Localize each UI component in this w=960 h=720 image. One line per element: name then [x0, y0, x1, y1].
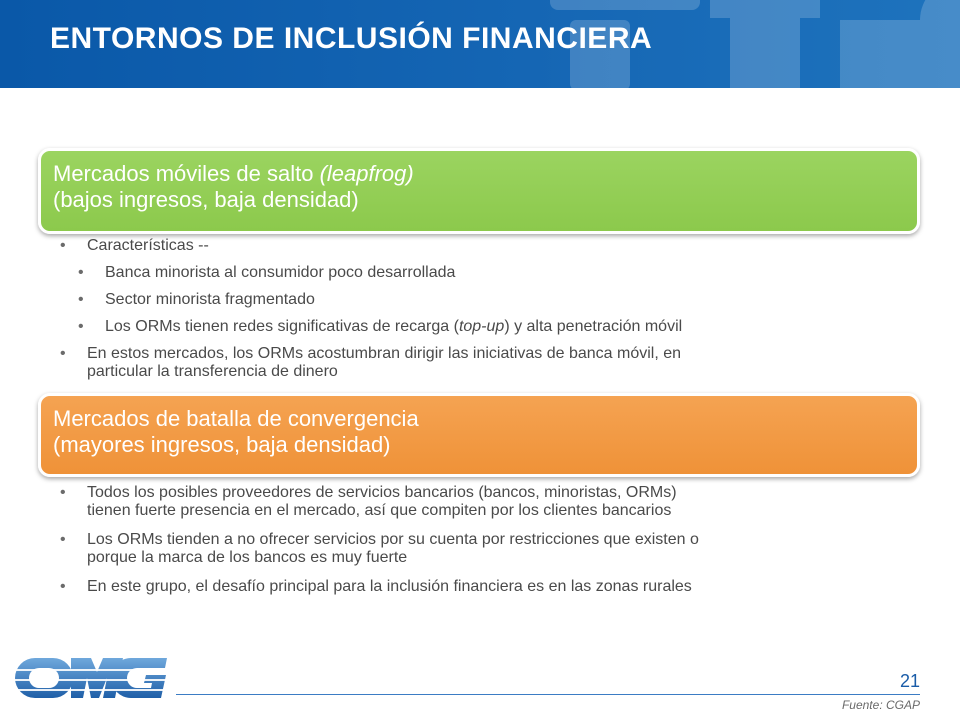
bullet-text: [105, 318, 920, 336]
section-heading-text: Mercados móviles de salto: [53, 161, 320, 186]
section-convergence-heading: [38, 393, 920, 477]
list-item: • Los ORMs tienden a no ofrecer servicios por su cuenta por restricciones que existen o porque la marca de los bancos es muy fuerte: [60, 531, 920, 567]
list-item: • Sector minorista fragmentado: [60, 291, 920, 309]
section-heading-subtitle: (bajos ingresos, baja densidad): [53, 187, 359, 212]
list-item: • Características --: [60, 237, 920, 255]
bullet-line: Los ORMs tienden a no ofrecer servicios por su cuenta por restricciones que existen o: [87, 531, 699, 548]
bullet-text: En este grupo, el desafío principal para la inclusión financiera es en las zonas rurales: [87, 578, 692, 595]
bullet-text: [87, 531, 920, 567]
bullet-text: [87, 345, 920, 381]
list-item: • En estos mercados, los ORMs acostumbran dirigir las iniciativas de banca móvil, en particular la transferencia de dinero: [60, 345, 920, 381]
bullet-text-italic: top-up: [458, 318, 505, 335]
section-heading-text: Mercados de batalla de convergencia: [53, 406, 419, 431]
bullet-line: particular la transferencia de dinero: [87, 363, 338, 380]
page-title: ENTORNOS DE INCLUSIÓN FINANCIERA: [50, 22, 653, 55]
bullet-text: [87, 484, 920, 520]
list-item: • Todos los posibles proveedores de servicios bancarios (bancos, minoristas, ORMs) tienen fuerte presencia en el mercado, así que compiten por los clientes bancarios: [60, 484, 920, 520]
section-heading-italic: (leapfrog): [319, 161, 414, 186]
list-item: • Banca minorista al consumidor poco desarrollada: [60, 264, 920, 282]
bullet-text-part: ) y alta penetración móvil: [504, 318, 683, 335]
bullet-line: porque la marca de los bancos es muy fuerte: [87, 549, 408, 566]
section-heading-subtitle: (mayores ingresos, baja densidad): [53, 432, 391, 457]
footer-divider: [176, 694, 920, 695]
list-item: • En este grupo, el desafío principal para la inclusión financiera es en las zonas rurales: [60, 578, 920, 596]
section-leapfrog-heading: [38, 148, 920, 234]
bullet-line: tienen fuerte presencia en el mercado, así que compiten por los clientes bancarios: [87, 502, 672, 519]
bullet-text: Banca minorista al consumidor poco desarrollada: [105, 264, 456, 281]
omg-logo: [13, 654, 168, 702]
bullet-text-part: Los ORMs tienen redes significativas de recarga (: [105, 318, 459, 335]
source-citation: Fuente: CGAP: [841, 698, 920, 712]
bullet-line: En estos mercados, los ORMs acostumbran dirigir las iniciativas de banca móvil, en: [87, 345, 682, 362]
page-number: 21: [899, 671, 920, 691]
bullet-line: Todos los posibles proveedores de servicios bancarios (bancos, minoristas, ORMs): [87, 484, 677, 501]
list-item: • Los ORMs tienen redes significativas de recarga (top-up) y alta penetración móvil: [60, 318, 920, 336]
section-heading-line: [53, 161, 917, 187]
slide-header: [0, 0, 960, 88]
bullet-text: Características --: [87, 237, 209, 254]
bullet-text: Sector minorista fragmentado: [105, 291, 315, 308]
